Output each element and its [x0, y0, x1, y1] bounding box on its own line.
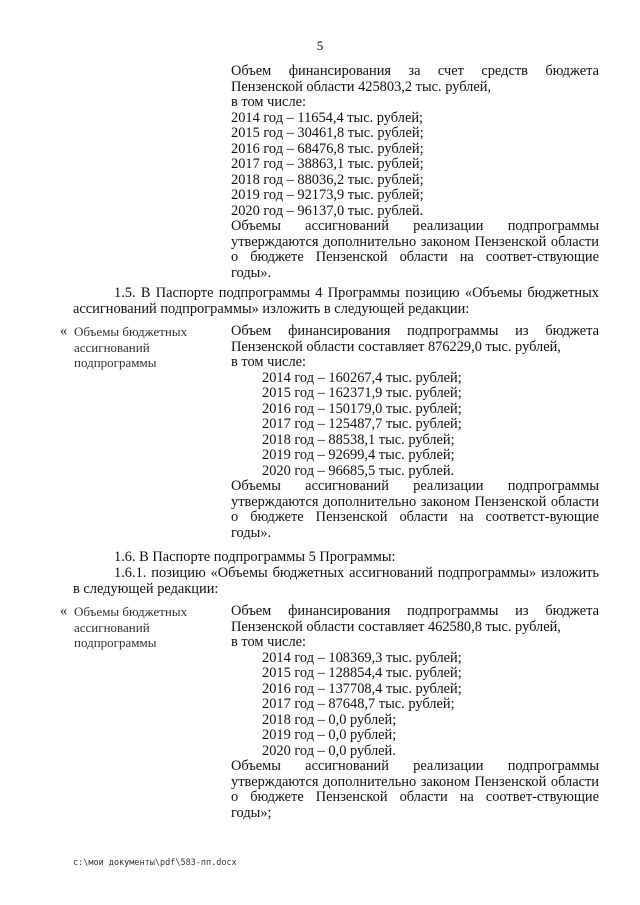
funding-closing: Объемы ассигнований реализации подпрограммы утверждаются дополнительно законом Пензенской области о бюджете Пензенской области на соответ-ствующие годы».	[231, 218, 599, 281]
funding-intro-2: в том числе:	[231, 94, 307, 110]
opening-quote: «	[60, 323, 68, 339]
section-1-6: 1.6. В Паспорте подпрограммы 5 Программы:	[114, 549, 396, 565]
year-line: 2016 год – 137708,4 тыс. рублей;	[262, 680, 462, 697]
year-line: 2018 год – 0,0 рублей;	[262, 711, 397, 728]
year-line: 2019 год – 92173,9 тыс. рублей;	[231, 187, 424, 203]
year-list	[231, 371, 599, 480]
funding-intro: Объем финансирования за счет средств бюджета Пензенской области 425803,2 тыс. рублей,	[231, 63, 599, 95]
year-line: 2014 год – 108369,3 тыс. рублей;	[262, 649, 462, 666]
year-line: 2019 год – 92699,4 тыс. рублей;	[262, 447, 455, 463]
year-line: 2017 год – 38863,1 тыс. рублей;	[231, 156, 424, 172]
file-path-footer: c:\мои документы\pdf\583-пп.docx	[73, 858, 237, 868]
year-line: 2014 год – 160267,4 тыс. рублей;	[262, 369, 462, 386]
funding-intro-2: в том числе:	[231, 634, 307, 650]
year-line: 2015 год – 128854,4 тыс. рублей;	[262, 665, 462, 681]
year-line: 2018 год – 88538,1 тыс. рублей;	[262, 431, 455, 448]
year-line: 2015 год – 162371,9 тыс. рублей;	[262, 385, 462, 401]
year-line: 2016 год – 68476,8 тыс. рублей;	[231, 140, 424, 157]
funding-block-2	[231, 324, 599, 541]
year-line: 2017 год – 87648,7 тыс. рублей;	[262, 696, 455, 712]
row-label: Объемы бюджетных ассигнований подпрограммы	[74, 604, 188, 650]
year-line: 2020 год – 0,0 рублей.	[262, 742, 396, 759]
funding-intro-2: в том числе:	[231, 354, 307, 370]
funding-closing: Объемы ассигнований реализации подпрограммы утверждаются дополнительно законом Пензенской области о бюджете Пензенской области на соответ-ствующие годы»;	[231, 758, 599, 821]
opening-quote: «	[60, 603, 68, 619]
funding-block-3	[231, 604, 599, 821]
funding-block-1	[231, 64, 599, 281]
row-label: Объемы бюджетных ассигнований подпрограммы	[74, 324, 188, 370]
year-line: 2014 год – 11654,4 тыс. рублей;	[231, 109, 424, 126]
funding-intro: Объем финансирования подпрограммы из бюджета Пензенской области составляет 876229,0 тыс. рублей,	[231, 323, 599, 355]
funding-closing: Объемы ассигнований реализации подпрограммы утверждаются дополнительно законом Пензенской области о бюджете Пензенской области на соответст-вующие годы».	[231, 478, 599, 541]
year-line: 2016 год – 150179,0 тыс. рублей;	[262, 400, 462, 417]
year-line: 2020 год – 96137,0 тыс. рублей.	[231, 202, 424, 219]
section-1-5: 1.5. В Паспорте подпрограммы 4 Программы позицию «Объемы бюджетных ассигнований подпрограммы» изложить в следующей редакции:	[73, 285, 599, 317]
year-line: 2018 год – 88036,2 тыс. рублей;	[231, 171, 424, 188]
year-line: 2019 год – 0,0 рублей;	[262, 727, 397, 743]
funding-intro: Объем финансирования подпрограммы из бюджета Пензенской области составляет 462580,8 тыс. рублей,	[231, 603, 599, 635]
page-number: 5	[316, 38, 324, 53]
year-line: 2020 год – 96685,5 тыс. рублей.	[262, 462, 455, 479]
year-line: 2015 год – 30461,8 тыс. рублей;	[231, 125, 424, 141]
section-1-6-1: 1.6.1. позицию «Объемы бюджетных ассигнований подпрограммы» изложить в следующей редакции:	[73, 565, 599, 597]
year-list	[231, 651, 599, 760]
year-line: 2017 год – 125487,7 тыс. рублей;	[262, 416, 462, 432]
